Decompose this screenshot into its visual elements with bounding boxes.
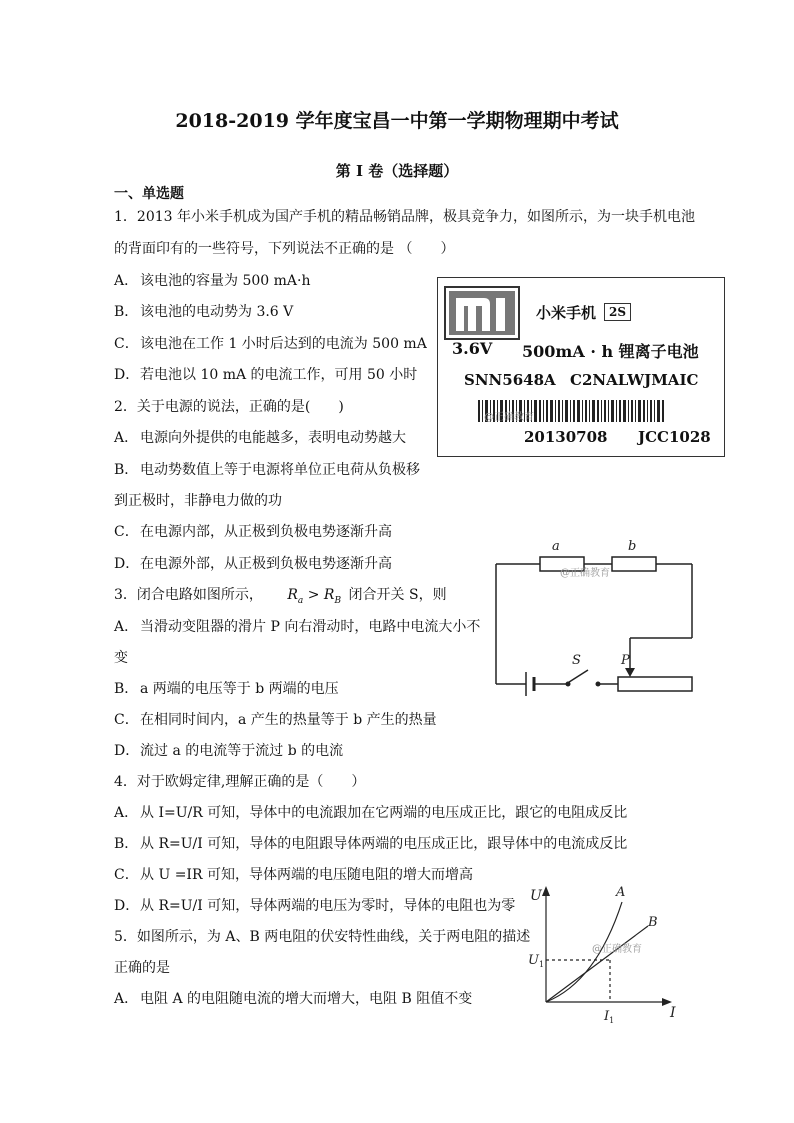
q1-option-b: B． 该电池的电动势为 3.6 V <box>114 304 294 320</box>
q1-option-c: C．该电池在工作 1 小时后达到的电流为 500 mA <box>114 336 427 352</box>
q5-option-a: A． 电阻 A 的电阻随电流的增大而增大，电阻 B 阻值不变 <box>114 991 473 1007</box>
q2-option-c: C．在电源内部，从正极到负极电势逐渐升高 <box>114 524 392 540</box>
u1-label: $U_1$ <box>528 953 545 969</box>
battery-label-figure <box>437 277 725 457</box>
i1-label: $I_1$ <box>604 1009 615 1025</box>
section-heading: 一、单选题 <box>114 186 184 202</box>
q3-stem: 3．闭合电路如图所示， $R_a > R_B$ 闭合开关 S，则 <box>114 587 447 606</box>
q2-option-b-cont: 到正极时，非静电力做的功 <box>114 493 282 509</box>
battery-model-badge: 2S <box>604 303 631 321</box>
q5-stem-line2: 正确的是 <box>114 960 170 976</box>
resistor-b-label: b <box>628 539 637 554</box>
battery-brand: 小米手机 <box>536 304 597 322</box>
circuit-watermark: @正确教育 <box>560 568 610 579</box>
q1-stem-line2: 的背面印有的一些符号，下列说法不正确的是 （ ） <box>114 241 455 257</box>
battery-code-1: SNN5648A <box>464 371 556 389</box>
q3-option-c: C．在相同时间内，a 产生的热量等于 b 产生的热量 <box>114 712 437 728</box>
u-axis-label: U <box>530 888 542 904</box>
q3-option-a-cont: 变 <box>114 650 128 666</box>
q2-stem: 2．关于电源的说法，正确的是( ) <box>114 399 344 415</box>
resistor-a-label: a <box>552 539 560 554</box>
q1-option-a: A． 该电池的容量为 500 mA·h <box>114 273 311 289</box>
curve-a-label: A <box>616 885 626 900</box>
battery-code-3: JCC1028 <box>638 428 711 446</box>
page-subtitle: 第 I 卷（选择题） <box>335 162 459 180</box>
page-title: 2018-2019 学年度宝昌一中第一学期物理期中考试 <box>175 110 619 132</box>
mi-logo <box>444 286 520 340</box>
q3-option-b: B． a 两端的电压等于 b 两端的电压 <box>114 681 339 697</box>
i-axis-label: I <box>670 1005 676 1021</box>
resistance-relation: $R_a > R_B$ <box>287 587 342 606</box>
ui-graph-figure <box>524 882 684 1027</box>
q4-option-d: D．从 R=U/I 可知，导体两端的电压为零时，导体的电阻也为零 <box>114 898 516 914</box>
q4-option-b: B． 从 R=U/I 可知，导体的电阻跟导体两端的电压成正比，跟导体中的电流成反比 <box>114 836 628 852</box>
q3-option-d: D．流过 a 的电流等于流过 b 的电流 <box>114 743 344 759</box>
circuit-figure <box>488 534 698 700</box>
battery-code-2: C2NALWJMAIC <box>570 371 699 389</box>
q4-stem: 4．对于欧姆定律,理解正确的是（ ） <box>114 774 366 790</box>
battery-date: 20130708 <box>524 428 608 446</box>
graph-watermark: @正确教育 <box>592 944 642 955</box>
battery-voltage: 3.6V <box>452 339 493 358</box>
switch-label: S <box>572 653 581 668</box>
curve-b-label: B <box>648 915 658 930</box>
q3-option-a: A． 当滑动变阻器的滑片 P 向右滑动时，电路中电流大小不 <box>114 619 481 635</box>
battery-watermark: @正确教育 <box>484 412 534 423</box>
slider-label: P <box>621 653 630 668</box>
q5-stem-line1: 5．如图所示，为 A、B 两电阻的伏安特性曲线，关于两电阻的描述 <box>114 929 531 945</box>
q2-option-b: B． 电动势数值上等于电源将单位正电荷从负极移 <box>114 462 420 478</box>
q1-stem-line1: 1．2013 年小米手机成为国产手机的精品畅销品牌，极具竞争力，如图所示，为一块手机电池 <box>114 209 695 225</box>
q4-option-a: A． 从 I=U/R 可知，导体中的电流跟加在它两端的电压成正比，跟它的电阻成反比 <box>114 805 628 821</box>
q4-option-c: C．从 U =IR 可知，导体两端的电压随电阻的增大而增高 <box>114 867 473 883</box>
q2-option-d: D．在电源外部，从正极到负极电势逐渐升高 <box>114 556 392 572</box>
q2-option-a: A． 电源向外提供的电能越多，表明电动势越大 <box>114 430 406 446</box>
battery-capacity: 500mA · h 锂离子电池 <box>522 342 699 361</box>
q1-option-d: D．若电池以 10 mA 的电流工作，可用 50 小时 <box>114 367 418 383</box>
